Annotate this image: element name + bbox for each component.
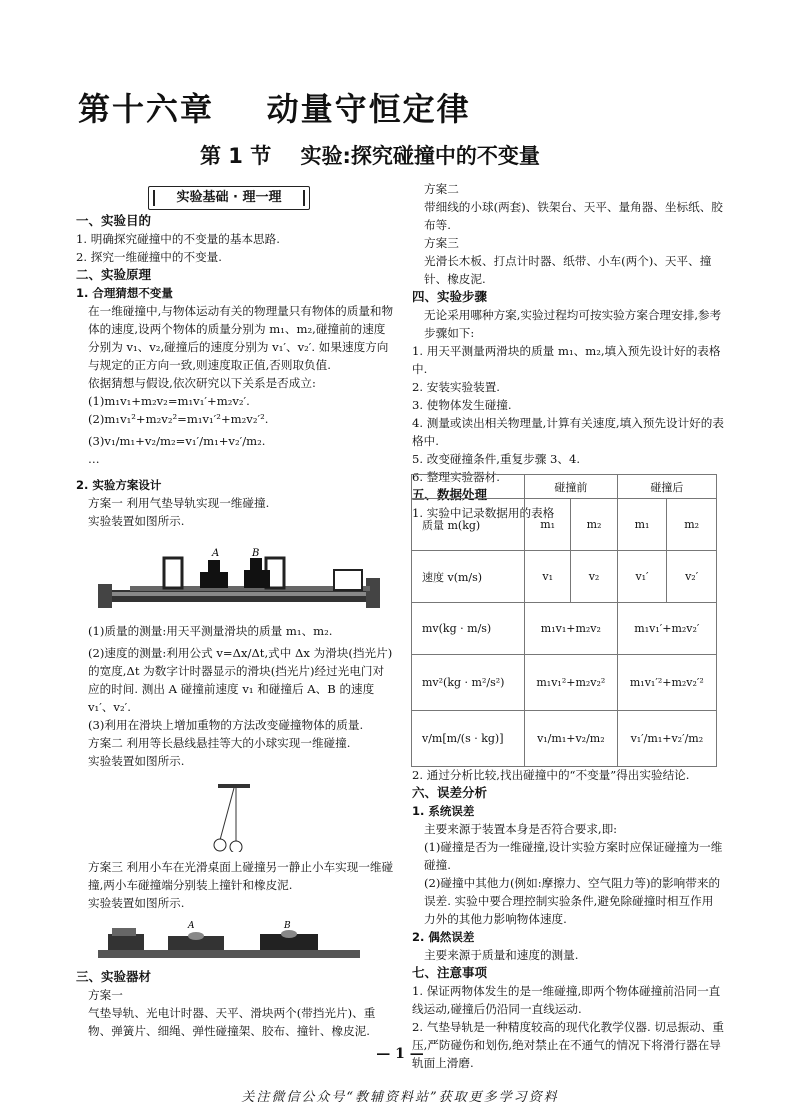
section-banner: 实验基础 · 理一理 bbox=[148, 186, 310, 210]
table-header-before: 碰撞前 bbox=[525, 475, 618, 499]
left-column bbox=[76, 212, 394, 530]
label-b: B bbox=[284, 921, 291, 931]
plan1-text: 方案一 利用气垫导轨实现一维碰撞. bbox=[88, 496, 270, 510]
heading-principle: 二、实验原理 bbox=[76, 267, 152, 282]
table-row bbox=[412, 711, 717, 767]
step-item: 3. 使物体发生碰撞. bbox=[412, 398, 512, 412]
right-column-2 bbox=[412, 766, 724, 1072]
table-cell: m₁v₁+m₂v₂ bbox=[525, 603, 618, 655]
row-label: mv(kg · m/s) bbox=[412, 603, 525, 655]
heading-notes: 七、注意事项 bbox=[412, 965, 488, 980]
table-corner bbox=[412, 475, 525, 499]
left-column-4 bbox=[76, 968, 394, 1040]
note-item: 1. 保证两物体发生的是一维碰撞,即两个物体碰撞前沿同一直线运动,碰撞后仍沿同一直线运动. bbox=[412, 984, 721, 1016]
step-item: 4. 测量或读出相关物理量,计算有关速度,填入预先设计好的表格中. bbox=[412, 416, 724, 448]
equipment-plan2-label: 方案二 bbox=[424, 182, 459, 196]
equipment-plan1-label: 方案一 bbox=[88, 988, 123, 1002]
heading-guess: 1. 合理猜想不变量 bbox=[76, 286, 173, 300]
plan2-figure-caption: 实验装置如图所示. bbox=[88, 754, 185, 768]
table-cell: m₁v₁′+m₂v₂′ bbox=[617, 603, 716, 655]
table-cell: v₁ bbox=[525, 551, 571, 603]
row-label: mv²(kg · m²/s²) bbox=[412, 655, 525, 711]
ellipsis: … bbox=[88, 452, 100, 466]
data-item: 2. 通过分析比较,找出碰撞中的“不变量”得出实验结论. bbox=[412, 768, 690, 782]
table-cell: v₂ bbox=[571, 551, 617, 603]
row-label: v/m[m/(s · kg)] bbox=[412, 711, 525, 767]
section-title: 第 1 节 实验:探究碰撞中的不变量 bbox=[200, 144, 540, 168]
plan1-measure-3: (3)利用在滑块上增加重物的方法改变碰撞物体的质量. bbox=[88, 718, 364, 732]
table-cell: m₁v₁′²+m₂v₂′² bbox=[617, 655, 716, 711]
chapter-title: 第十六章 动量守恒定律 bbox=[78, 90, 471, 128]
table-row bbox=[412, 551, 717, 603]
heading-systematic: 1. 系统误差 bbox=[412, 804, 475, 818]
table-cell: v₁′/m₁+v₂′/m₂ bbox=[617, 711, 716, 767]
right-column bbox=[412, 180, 724, 522]
equipment-plan2-text: 带细线的小球(两套)、铁架台、天平、量角器、坐标纸、胶布等. bbox=[424, 200, 723, 232]
step-item: 2. 安装实验装置. bbox=[412, 380, 500, 394]
pendulum-figure bbox=[196, 782, 286, 852]
step-item: 1. 用天平测量两滑块的质量 m₁、m₂,填入预先设计好的表格中. bbox=[412, 344, 721, 376]
table-cell: m₁ bbox=[525, 499, 571, 551]
footer-note: 关注微信公众号“教辅资料站”获取更多学习资料 bbox=[241, 1090, 559, 1105]
purpose-item: 2. 探究一维碰撞中的不变量. bbox=[76, 250, 222, 264]
heading-steps: 四、实验步骤 bbox=[412, 289, 488, 304]
plan3-figure-caption: 实验装置如图所示. bbox=[88, 896, 185, 910]
plan2-text: 方案二 利用等长悬线悬挂等大的小球实现一维碰撞. bbox=[88, 736, 351, 750]
heading-equipment: 三、实验器材 bbox=[76, 969, 152, 984]
data-item: 1. 实验中记录数据用的表格 bbox=[412, 506, 555, 520]
table-row bbox=[412, 655, 717, 711]
equipment-plan3-text: 光滑长木板、打点计时器、纸带、小车(两个)、天平、撞针、橡皮泥. bbox=[424, 254, 712, 286]
step-item: 6. 整理实验器材. bbox=[412, 470, 500, 484]
table-cell: m₂ bbox=[667, 499, 717, 551]
systematic-text: 主要来源于装置本身是否符合要求,即: bbox=[424, 822, 618, 836]
step-item: 5. 改变碰撞条件,重复步骤 3、4. bbox=[412, 452, 581, 466]
table-row bbox=[412, 499, 717, 551]
heading-design: 2. 实验方案设计 bbox=[76, 478, 162, 492]
table-header-after: 碰撞后 bbox=[617, 475, 716, 499]
systematic-2: (2)碰撞中其他力(例如:摩擦力、空气阻力等)的影响带来的误差. 实验中要合理控制实验条件,避免除碰撞时相互作用力外的其他力影响物体速度. bbox=[424, 876, 721, 926]
plan3-text: 方案三 利用小车在光滑桌面上碰撞另一静止小车实现一维碰撞,两小车碰撞端分别装上撞针和橡皮泥. bbox=[88, 860, 394, 892]
purpose-item: 1. 明确探究碰撞中的不变量的基本思路. bbox=[76, 232, 280, 246]
label-b: B bbox=[252, 548, 260, 559]
table-cell: v₂′ bbox=[667, 551, 717, 603]
table-cell: m₁v₁²+m₂v₂² bbox=[525, 655, 618, 711]
equation-2: (2)m₁v₁²+m₂v₂²=m₁v₁′²+m₂v₂′². bbox=[88, 412, 269, 426]
label-a: A bbox=[188, 921, 195, 931]
equation-3: (3)v₁/m₁+v₂/m₂=v₁′/m₁+v₂′/m₂. bbox=[88, 434, 266, 448]
plan1-measure-1: (1)质量的测量:用天平测量滑块的质量 m₁、m₂. bbox=[88, 624, 333, 638]
air-track-figure bbox=[96, 548, 386, 616]
data-table bbox=[411, 474, 717, 767]
equation-1: (1)m₁v₁+m₂v₂=m₁v₁′+m₂v₂′. bbox=[88, 394, 250, 408]
plan1-figure-caption: 实验装置如图所示. bbox=[88, 514, 185, 528]
heading-random: 2. 偶然误差 bbox=[412, 930, 475, 944]
table-row bbox=[412, 603, 717, 655]
heading-data: 五、数据处理 bbox=[412, 487, 488, 502]
left-column-2 bbox=[76, 622, 394, 770]
random-text: 主要来源于质量和速度的测量. bbox=[424, 948, 579, 962]
row-label: 质量 m(kg) bbox=[412, 499, 525, 551]
equipment-plan1-text: 气垫导轨、光电计时器、天平、滑块两个(带挡光片)、重物、弹簧片、细绳、弹性碰撞架、胶布、撞针、橡皮泥. bbox=[88, 1006, 376, 1038]
guess-text: 在一维碰撞中,与物体运动有关的物理量只有物体的质量和物体的速度,设两个物体的质量分别为 m₁、m₂,碰撞前的速度分别为 v₁、v₂,碰撞后的速度分别为 v₁′、v₂′. 如果速度方向与规定的正方向一致,则速度取正值,否则取负值. bbox=[88, 304, 394, 372]
heading-purpose: 一、实验目的 bbox=[76, 213, 152, 228]
heading-error: 六、误差分析 bbox=[412, 785, 488, 800]
table-cell: m₂ bbox=[571, 499, 617, 551]
row-label: 速度 v(m/s) bbox=[412, 551, 525, 603]
table-cell: v₁′ bbox=[617, 551, 667, 603]
carts-figure bbox=[98, 920, 360, 960]
guess-intro: 依据猜想与假设,依次研究以下关系是否成立: bbox=[88, 376, 316, 390]
table-cell: m₁ bbox=[617, 499, 667, 551]
equipment-plan3-label: 方案三 bbox=[424, 236, 459, 250]
left-column-3 bbox=[76, 858, 394, 912]
plan1-measure-2: (2)速度的测量:利用公式 v=Δx/Δt,式中 Δx 为滑块(挡光片)的宽度,Δt 为数字计时器显示的滑块(挡光片)经过光电门对应的时间. 测出 A 碰撞前速度 v₁ 和碰撞后 A、B 的速度 v₁′、v₂′. bbox=[88, 646, 393, 714]
note-item: 2. 气垫导轨是一种精度较高的现代化教学仪器. 切忌振动、重压,严防碰伤和划伤,绝对禁止在不通气的情况下将滑行器在导轨面上滑磨. bbox=[412, 1020, 724, 1070]
page-number: — 1 — bbox=[376, 1046, 424, 1062]
steps-intro: 无论采用哪种方案,实验过程均可按实验方案合理安排,参考步骤如下: bbox=[424, 308, 722, 340]
label-a: A bbox=[212, 548, 220, 559]
systematic-1: (1)碰撞是否为一维碰撞,设计实验方案时应保证碰撞为一维碰撞. bbox=[424, 840, 723, 872]
table-cell: v₁/m₁+v₂/m₂ bbox=[525, 711, 618, 767]
